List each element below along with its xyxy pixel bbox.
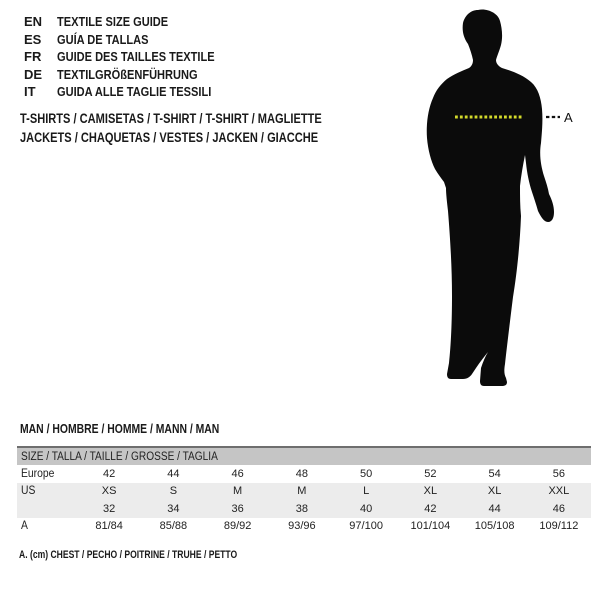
language-code: DE: [24, 66, 43, 82]
language-guide-list: [24, 13, 242, 101]
table-row-us: [17, 483, 591, 501]
size-table: [17, 446, 591, 535]
measurement-footnote: A. (cm) CHEST / PECHO / POITRINE / TRUHE / PETTO: [19, 549, 238, 561]
language-code: ES: [24, 31, 42, 47]
language-row-fr: [24, 48, 242, 66]
cell: 56: [552, 467, 565, 480]
cell: L: [363, 485, 370, 498]
cell: 85/88: [159, 520, 188, 533]
language-code: FR: [24, 49, 42, 65]
cell: XS: [101, 485, 117, 498]
language-label: TEXTILE SIZE GUIDE: [57, 14, 169, 30]
cell: 42: [424, 502, 437, 515]
language-label: GUÍA DE TALLAS: [57, 31, 149, 47]
table-row-chest-a: [17, 518, 591, 536]
cell: 44: [488, 502, 501, 515]
row-label: US: [21, 485, 36, 498]
cell: M: [297, 485, 307, 498]
language-label: GUIDE DES TAILLES TEXTILE: [57, 49, 215, 65]
product-line-tshirts: T-SHIRTS / CAMISETAS / T-SHIRT / T-SHIRT / MAGLIETTE: [20, 111, 322, 126]
cell: 46: [231, 467, 244, 480]
cell: 44: [167, 467, 180, 480]
language-row-es: [24, 31, 242, 49]
cell: 52: [424, 467, 437, 480]
man-silhouette-figure: [410, 5, 575, 390]
size-table-header: SIZE / TALLA / TAILLE / GRÖSSE / TAGLIA: [17, 448, 591, 465]
cell: 50: [360, 467, 373, 480]
section-title-man: MAN / HOMBRE / HOMME / MANN / MAN: [20, 421, 220, 436]
cell: 34: [167, 502, 180, 515]
language-label: TEXTILGRÖßENFÜHRUNG: [57, 66, 198, 82]
product-types: [20, 110, 388, 147]
cell: 36: [231, 502, 244, 515]
cell: S: [169, 485, 178, 498]
cell: 48: [295, 467, 308, 480]
language-code: IT: [24, 84, 36, 100]
cell: M: [233, 485, 243, 498]
measure-label-a: A: [564, 110, 573, 125]
table-row-europe: [17, 465, 591, 483]
cell: 38: [295, 502, 308, 515]
cell: 32: [103, 502, 116, 515]
cell: 40: [360, 502, 373, 515]
row-label: Europe: [21, 467, 55, 480]
language-label: GUIDA ALLE TAGLIE TESSILI: [57, 84, 212, 100]
cell: XXL: [548, 485, 570, 498]
cell: 93/96: [288, 520, 316, 533]
language-code: EN: [24, 14, 43, 30]
cell: 42: [103, 467, 116, 480]
cell: 97/100: [349, 520, 383, 533]
cell: 89/92: [223, 520, 252, 533]
language-row-en: [24, 13, 242, 31]
row-label: A: [21, 520, 28, 533]
cell: XL: [487, 485, 502, 498]
cell: 81/84: [95, 520, 123, 533]
man-silhouette: [427, 10, 554, 386]
cell: 105/108: [474, 520, 515, 533]
row-label: [17, 503, 77, 515]
cell: 101/104: [410, 520, 451, 533]
cell: 109/112: [539, 520, 579, 533]
cell: 54: [488, 467, 501, 480]
language-row-it: [24, 83, 242, 101]
cell: XL: [423, 485, 438, 498]
language-row-de: [24, 66, 242, 84]
product-line-jackets: JACKETS / CHAQUETAS / VESTES / JACKEN / GIACCHE: [20, 129, 319, 145]
cell: 46: [552, 502, 565, 515]
table-row-us-numeric: [17, 500, 591, 518]
